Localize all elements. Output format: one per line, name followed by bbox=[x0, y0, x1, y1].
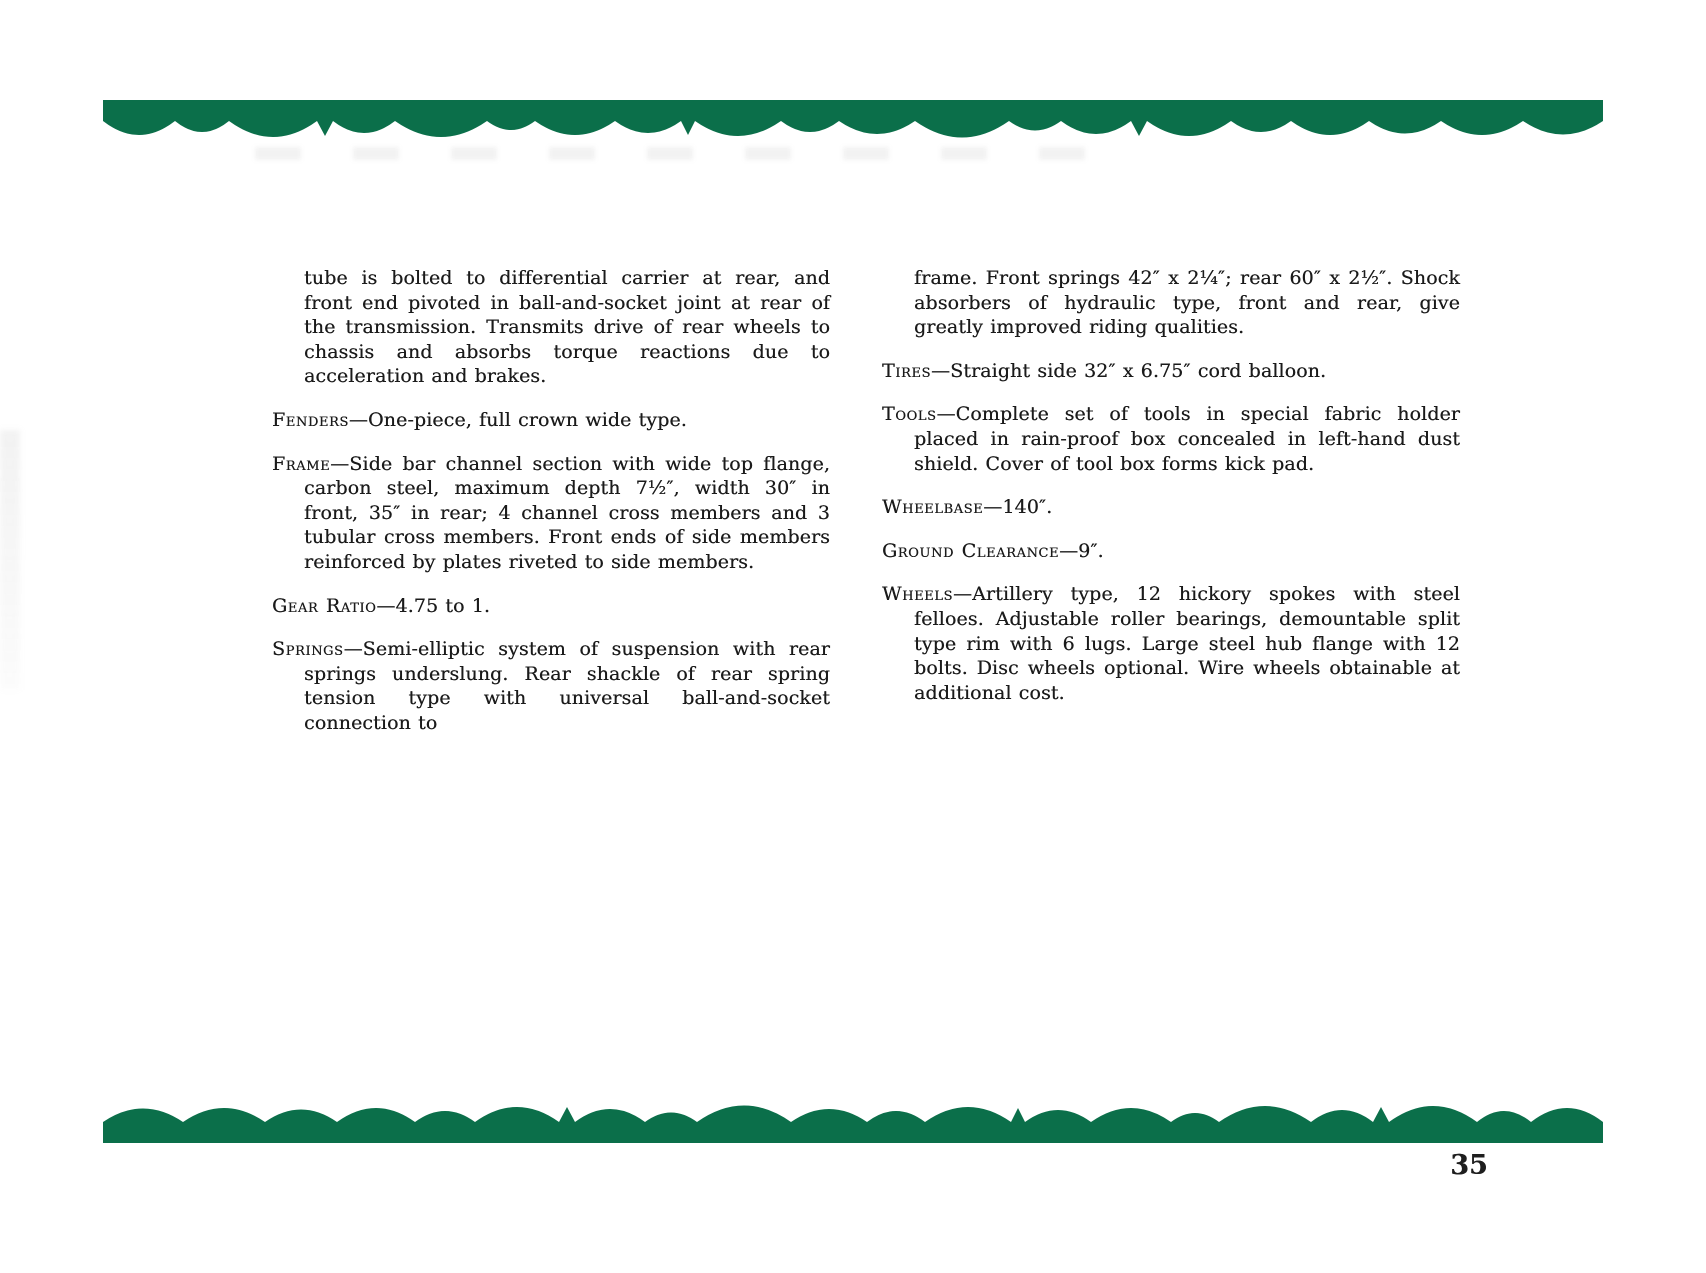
spec-entry-fenders bbox=[272, 408, 830, 433]
spec-term-frame: Frame bbox=[272, 452, 331, 475]
spec-text-fenders: —One-piece, full crown wide type. bbox=[348, 408, 687, 431]
scallop-band-path bbox=[103, 1106, 1603, 1144]
scallop-band-graphic bbox=[103, 1103, 1603, 1143]
top-border-ornament bbox=[103, 100, 1603, 140]
spec-text-ground-clearance: —9″. bbox=[1059, 539, 1104, 562]
scan-artifact-bleedthrough bbox=[255, 147, 1125, 160]
spec-entry-ground-clearance bbox=[882, 539, 1460, 564]
spec-term-wheelbase: Wheelbase bbox=[882, 496, 984, 519]
spec-term-tools: Tools bbox=[882, 403, 937, 426]
scallop-band-path bbox=[103, 100, 1603, 138]
left-text-column bbox=[272, 266, 830, 755]
scan-artifact-left-edge bbox=[0, 430, 20, 690]
page-number: 35 bbox=[1450, 1150, 1488, 1181]
scallop-band-graphic bbox=[103, 100, 1603, 140]
spec-text-tools: —Complete set of tools in special fabric holder placed in rain-proof box concealed in left-hand dust shield. Cover of tool box forms kick pad. bbox=[914, 403, 1460, 475]
bottom-border-ornament bbox=[103, 1103, 1603, 1143]
spec-text-wheels: —Artillery type, 12 hickory spokes with steel felloes. Adjustable roller bearings, demountable split type rim with 6 lugs. Large steel hub flange with 12 bolts. Disc wheels optional. Wire wheels obtainable at additional cost. bbox=[914, 583, 1460, 704]
spec-term-gear-ratio: Gear Ratio bbox=[272, 594, 377, 617]
spec-text-gear-ratio: —4.75 to 1. bbox=[376, 594, 491, 617]
spec-term-wheels: Wheels bbox=[882, 583, 953, 606]
spec-term-fenders: Fenders bbox=[272, 408, 349, 431]
spec-entry-tools bbox=[882, 402, 1460, 476]
spec-text-frame: —Side bar channel section with wide top flange, carbon steel, maximum depth 7½″, width 30″ in front, 35″ in rear; 4 channel cross members and 3 tubular cross members. Front ends of side members reinforced by plates riveted to side members. bbox=[304, 452, 830, 573]
spec-entry-springs bbox=[272, 637, 830, 735]
spec-text-tires: —Straight side 32″ x 6.75″ cord balloon. bbox=[931, 359, 1327, 382]
paragraph-continuation-springs-frame: frame. Front springs 42″ x 2¼″; rear 60″ x 2½″. Shock absorbers of hydraulic type, front and rear, give greatly improved riding qualities. bbox=[914, 267, 1460, 339]
spec-text-springs: —Semi-elliptic system of suspension with rear springs underslung. Rear shackle of rear spring tension type with universal ball-and-socket connection to bbox=[304, 638, 830, 734]
spec-term-tires: Tires bbox=[882, 359, 931, 382]
paragraph-continuation-torque-tube: tube is bolted to differential carrier at rear, and front end pivoted in ball-and-socket joint at rear of the transmission. Transmits drive of rear wheels to chassis and absorbs torque reactions due to acceleration and brakes. bbox=[304, 267, 830, 388]
spec-entry-gear-ratio bbox=[272, 594, 830, 619]
spec-entry-frame bbox=[272, 452, 830, 575]
spec-entry-wheelbase bbox=[882, 495, 1460, 520]
spec-text-wheelbase: —140″. bbox=[983, 496, 1053, 519]
spec-term-springs: Springs bbox=[272, 638, 344, 661]
spec-entry-wheels bbox=[882, 582, 1460, 705]
spec-term-ground-clearance: Ground Clearance bbox=[882, 539, 1060, 562]
right-text-column bbox=[882, 266, 1460, 724]
spec-entry-tires bbox=[882, 359, 1460, 384]
